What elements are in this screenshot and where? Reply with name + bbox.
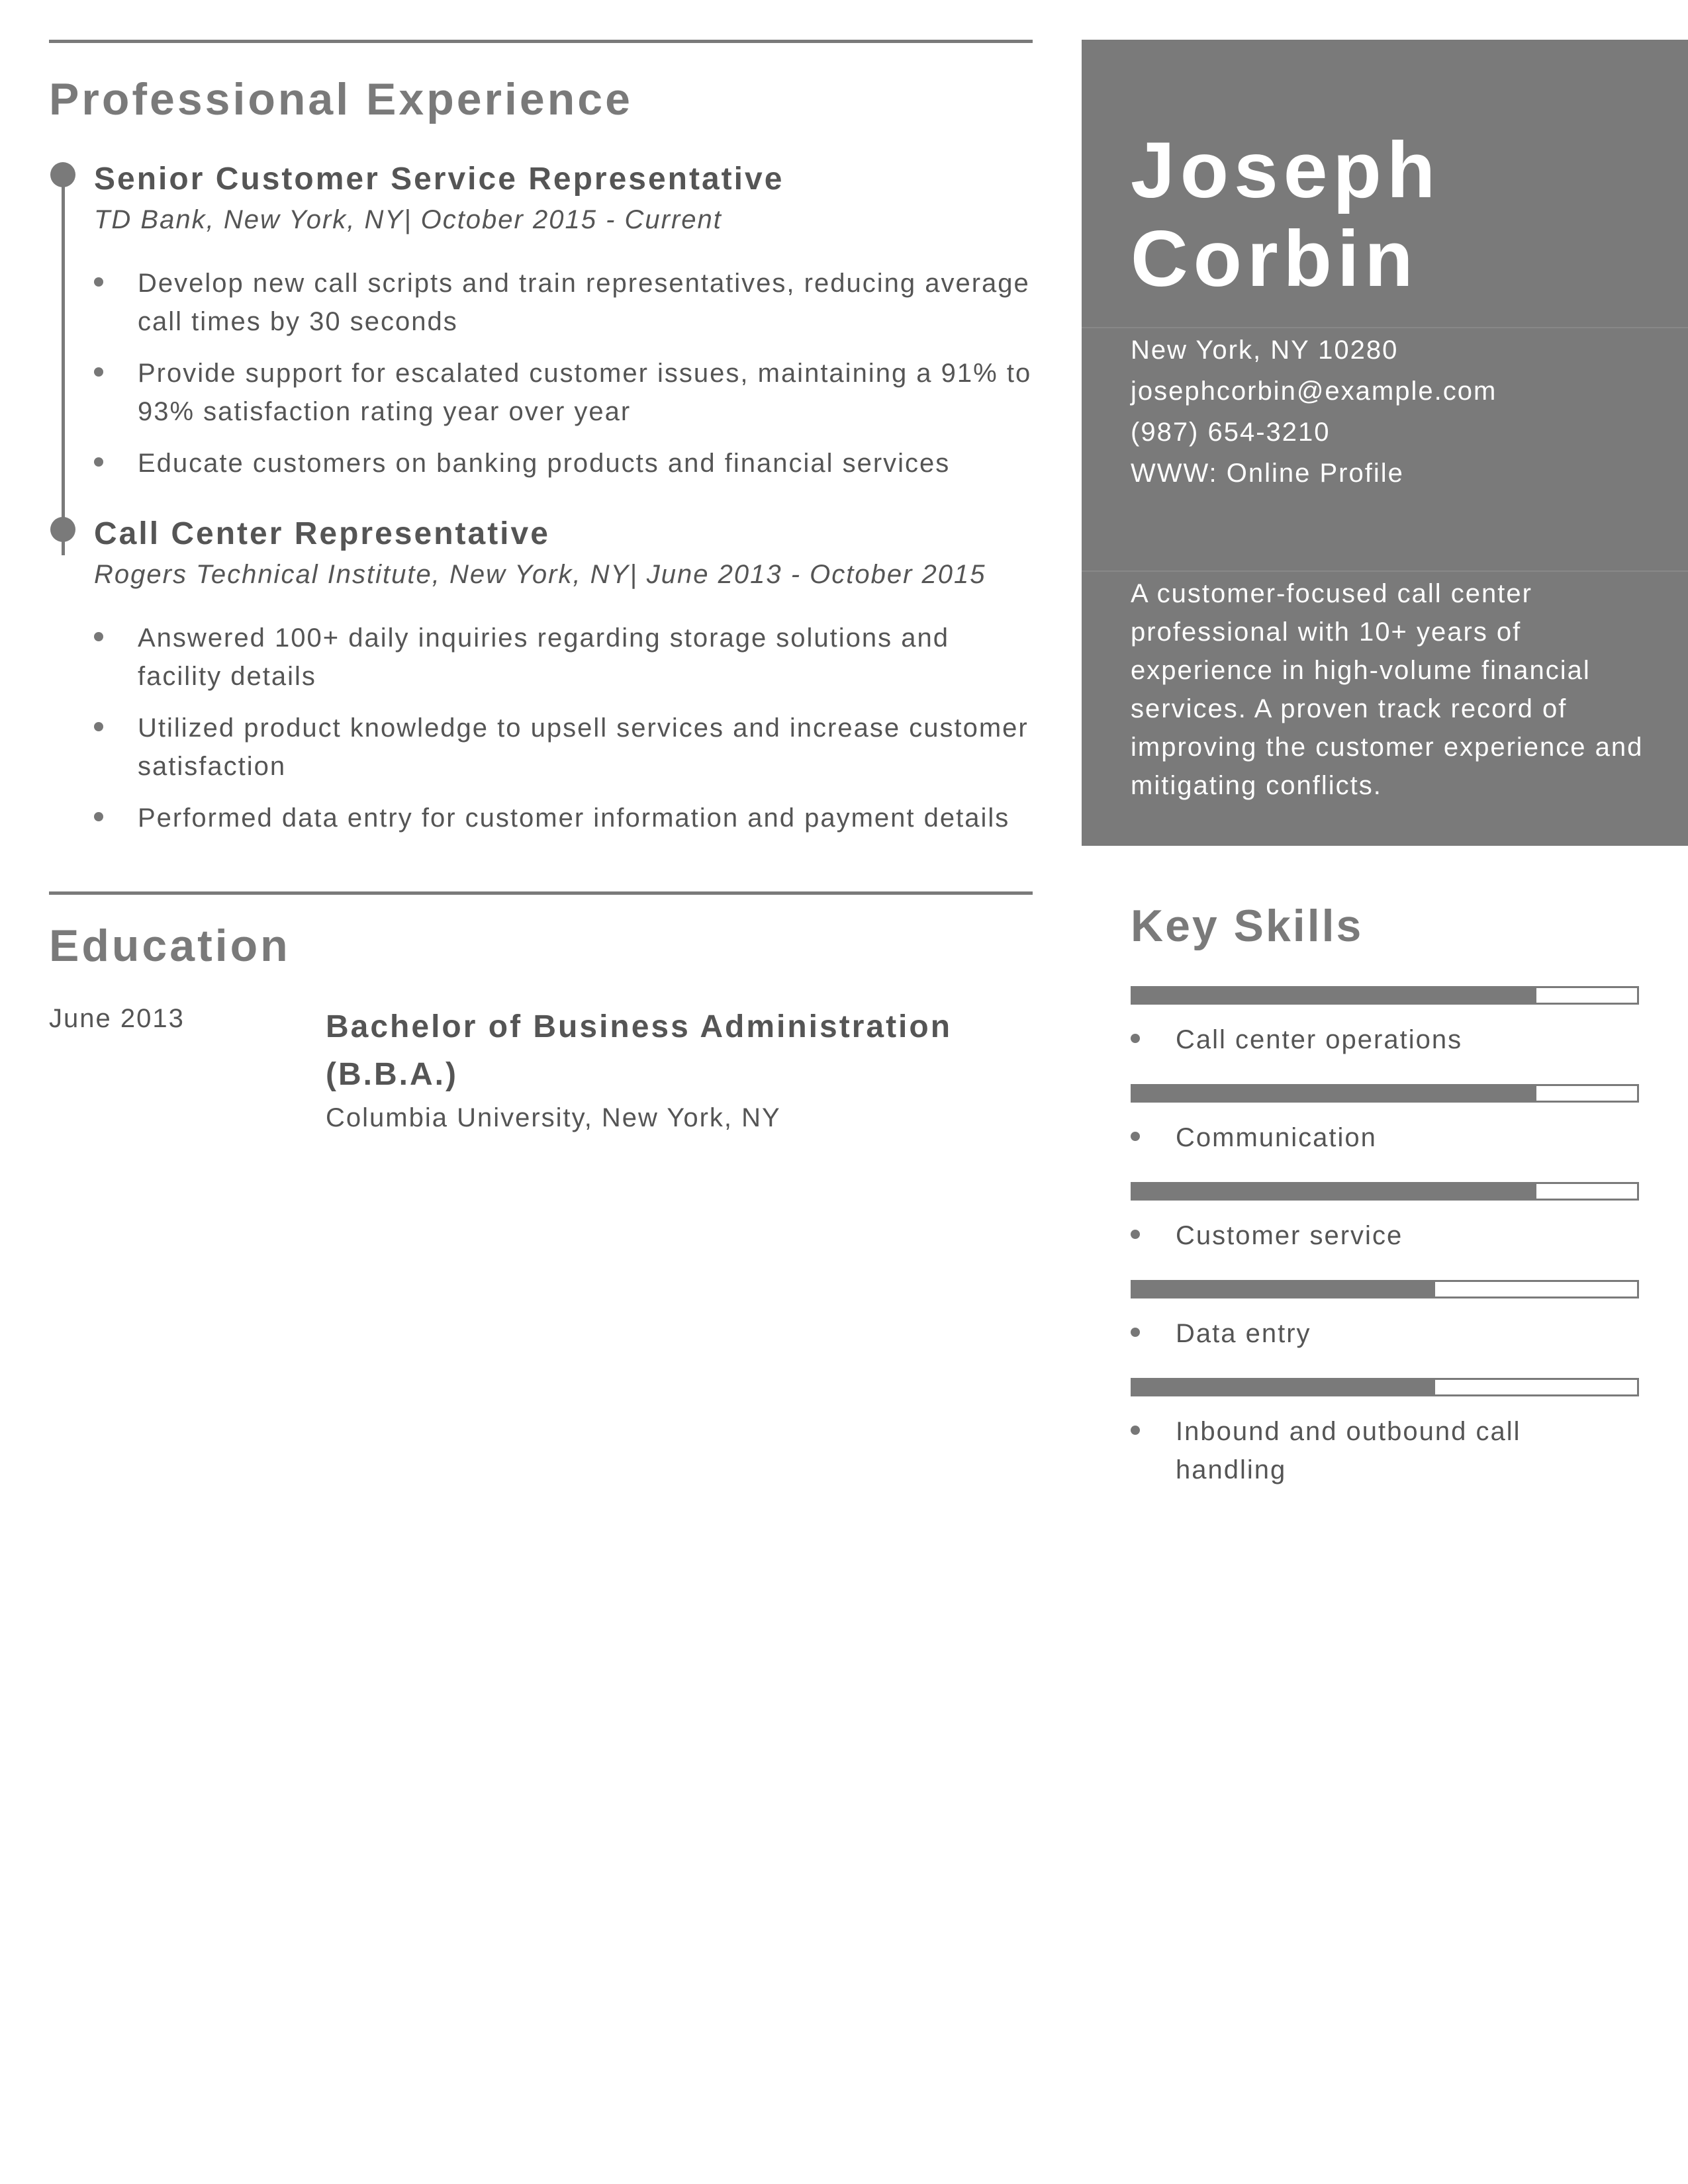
- job-title: Senior Customer Service Representative: [94, 161, 784, 197]
- sidebar-column: [1082, 40, 1688, 1514]
- job-bullets: [94, 619, 1033, 837]
- job-bullet-text: Educate customers on banking products and financial services: [138, 449, 951, 478]
- contact-email[interactable]: josephcorbin@example.com: [1131, 377, 1497, 406]
- bullet-icon: [1131, 1230, 1140, 1239]
- bullet-icon: [1131, 1132, 1140, 1141]
- job-title: Call Center Representative: [94, 516, 550, 551]
- header-box: [1082, 40, 1688, 846]
- candidate-name: [1131, 126, 1440, 303]
- bullet-icon: [1131, 1034, 1140, 1043]
- skill-bar: [1131, 1280, 1639, 1298]
- timeline-dot-icon: [50, 162, 75, 187]
- job-entry: [49, 159, 1033, 482]
- skill-label-text: Inbound and outbound call handling: [1176, 1417, 1521, 1484]
- experience-divider: [49, 40, 1033, 43]
- contact-info: [1131, 330, 1497, 494]
- skills-list: [1131, 986, 1639, 1489]
- education-divider: [49, 891, 1033, 895]
- skill-label: [1131, 1021, 1639, 1059]
- skill-bar: [1131, 1182, 1639, 1201]
- name-last: Corbin: [1131, 214, 1419, 303]
- skill-bar: [1131, 1084, 1639, 1103]
- skill-label-text: Customer service: [1176, 1221, 1403, 1250]
- summary-text: A customer-focused call center professional with 10+ years of experience in high-volume financial services. A proven track record of improving the customer experience and mitigating conflicts.: [1131, 579, 1644, 800]
- skill-bar-fill: [1133, 1282, 1435, 1297]
- job-bullet-text: Develop new call scripts and train representatives, reducing average call times by 30 seconds: [138, 269, 1030, 336]
- education-detail: [326, 1003, 1033, 1137]
- bullet-icon: [94, 722, 103, 731]
- skill-bar: [1131, 1378, 1639, 1396]
- job-bullet-text: Utilized product knowledge to upsell services and increase customer satisfaction: [138, 713, 1029, 781]
- experience-timeline: [49, 159, 1033, 837]
- header-divider: [1082, 327, 1688, 328]
- job-meta: Rogers Technical Institute, New York, NY| June 2013 - October 2015: [94, 560, 986, 589]
- name-first: Joseph: [1131, 126, 1441, 214]
- job-bullet: [94, 354, 1033, 431]
- bullet-icon: [94, 367, 103, 377]
- experience-heading: Professional Experience: [49, 74, 633, 124]
- skill-bar: [1131, 986, 1639, 1005]
- job-meta: TD Bank, New York, NY| October 2015 - Current: [94, 205, 722, 234]
- skill-item: [1131, 986, 1639, 1059]
- job-bullets: [94, 264, 1033, 482]
- job-bullet-text: Performed data entry for customer information and payment details: [138, 803, 1010, 833]
- job-entry: [49, 514, 1033, 837]
- summary-divider: [1082, 570, 1688, 572]
- timeline-dot-icon: [50, 517, 75, 542]
- job-bullet: [94, 264, 1033, 341]
- bullet-icon: [94, 277, 103, 287]
- skills-heading: Key Skills: [1131, 901, 1364, 951]
- skill-label: [1131, 1412, 1639, 1489]
- contact-phone[interactable]: (987) 654-3210: [1131, 418, 1331, 447]
- bullet-icon: [94, 812, 103, 821]
- job-bullet: [94, 444, 1033, 482]
- skill-bar-fill: [1133, 1380, 1435, 1394]
- education-heading: Education: [49, 921, 291, 971]
- skill-label-text: Communication: [1176, 1123, 1377, 1152]
- skill-item: [1131, 1182, 1639, 1255]
- job-bullet: [94, 619, 1033, 696]
- bullet-icon: [94, 457, 103, 467]
- skill-label-text: Data entry: [1176, 1319, 1311, 1348]
- skill-item: [1131, 1084, 1639, 1157]
- skill-bar-fill: [1133, 1184, 1536, 1199]
- skill-label: [1131, 1314, 1639, 1353]
- skill-bar-fill: [1133, 1086, 1536, 1101]
- contact-website[interactable]: WWW: Online Profile: [1131, 459, 1404, 488]
- bullet-icon: [1131, 1426, 1140, 1435]
- skill-item: [1131, 1280, 1639, 1353]
- skill-label-text: Call center operations: [1176, 1025, 1463, 1054]
- job-bullet-text: Provide support for escalated customer issues, maintaining a 91% to 93% satisfaction rating year over year: [138, 359, 1032, 426]
- job-bullet: [94, 709, 1033, 786]
- job-bullet-text: Answered 100+ daily inquiries regarding storage solutions and facility details: [138, 623, 950, 691]
- education-entry: [49, 999, 1033, 1145]
- education-date: June 2013: [49, 1004, 185, 1033]
- education-degree: Bachelor of Business Administration (B.B.A.): [326, 1009, 953, 1092]
- education-school: Columbia University, New York, NY: [326, 1103, 781, 1132]
- main-column: [49, 40, 1033, 1145]
- education-section: [49, 891, 1033, 1145]
- bullet-icon: [94, 632, 103, 641]
- job-bullet: [94, 799, 1033, 837]
- skill-label: [1131, 1216, 1639, 1255]
- skill-bar-fill: [1133, 988, 1536, 1003]
- skill-item: [1131, 1378, 1639, 1489]
- skill-label: [1131, 1118, 1639, 1157]
- bullet-icon: [1131, 1328, 1140, 1337]
- contact-address: New York, NY 10280: [1131, 336, 1399, 365]
